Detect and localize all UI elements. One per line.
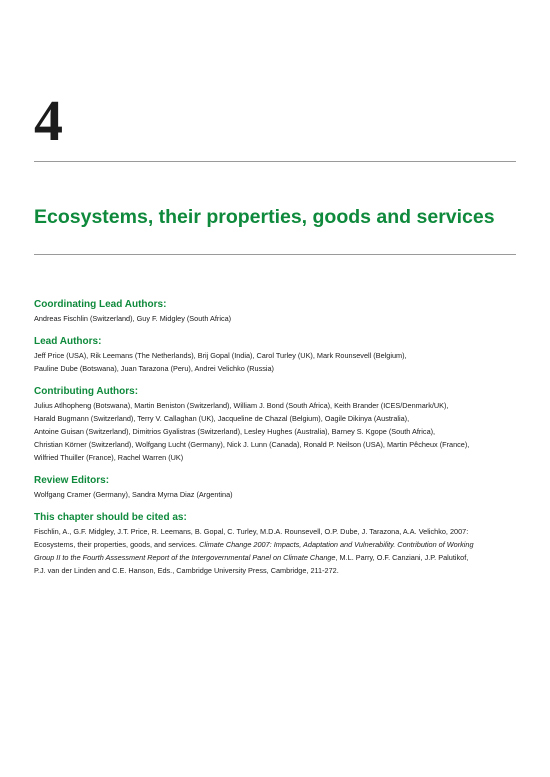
lead-authors-section — [34, 335, 518, 375]
citation-line: Fischlin, A., G.F. Midgley, J.T. Price, R. Leemans, B. Gopal, C. Turley, M.D.A. Rounsevell, O.P. Dube, J. Tarazona, A.A. Velichko, 2007: — [34, 527, 469, 536]
citation-book-title: Climate Change 2007: Impacts, Adaptation and Vulnerability. Contribution of Working — [199, 540, 474, 549]
coordinating-lead-authors-heading: Coordinating Lead Authors: — [34, 299, 167, 310]
author-line: Andreas Fischlin (Switzerland), Guy F. Midgley (South Africa) — [34, 314, 232, 323]
author-line: Harald Bugmann (Switzerland), Terry V. Callaghan (UK), Jacqueline de Chazal (Belgium), Oagile Dikinya (Australia), — [34, 414, 410, 423]
author-line: Julius Atlhopheng (Botswana), Martin Beniston (Switzerland), William J. Bond (South Africa), Keith Brander (ICES/Denmark/UK), — [34, 401, 449, 410]
coordinating-lead-authors-section — [34, 298, 518, 325]
coordinating-lead-authors-list — [34, 312, 518, 325]
author-line: Christian Körner (Switzerland), Wolfgang Lucht (Germany), Nick J. Lunn (Canada), Ronald P. Neilson (USA), Martin Pêcheux (France), — [34, 440, 470, 449]
author-line: Jeff Price (USA), Rik Leemans (The Netherlands), Brij Gopal (India), Carol Turley (UK), Mark Rounsevell (Belgium), — [34, 351, 407, 360]
lead-authors-heading: Lead Authors: — [34, 336, 102, 347]
citation-text — [34, 525, 518, 577]
author-line: Pauline Dube (Botswana), Juan Tarazona (Peru), Andrei Velichko (Russia) — [34, 364, 274, 373]
contributing-authors-section — [34, 385, 518, 464]
citation-line — [34, 551, 518, 564]
citation-line: P.J. van der Linden and C.E. Hanson, Eds., Cambridge University Press, Cambridge, 211-272. — [34, 566, 339, 575]
bottom-rule — [34, 254, 516, 255]
review-editors-heading: Review Editors: — [34, 475, 110, 486]
citation-text-plain: , M.L. Parry, O.F. Canziani, J.P. Palutikof, — [335, 553, 469, 562]
contributing-authors-list — [34, 399, 518, 464]
citation-book-title: Group II to the Fourth Assessment Report of the Intergovernmental Panel on Climate Change — [34, 553, 336, 562]
chapter-number: 4 — [34, 88, 63, 153]
review-editors-section — [34, 474, 518, 501]
contributing-authors-heading: Contributing Authors: — [34, 386, 139, 397]
chapter-title: Ecosystems, their properties, goods and services — [34, 206, 495, 228]
citation-heading: This chapter should be cited as: — [34, 512, 187, 523]
citation-text-plain: Ecosystems, their properties, goods, and services. — [34, 540, 200, 549]
lead-authors-list — [34, 349, 518, 375]
editor-line: Wolfgang Cramer (Germany), Sandra Myrna Diaz (Argentina) — [34, 490, 233, 499]
citation-line — [34, 538, 518, 551]
author-line: Wilfried Thuiller (France), Rachel Warren (UK) — [34, 453, 184, 462]
top-rule — [34, 161, 516, 162]
review-editors-list — [34, 488, 518, 501]
citation-section — [34, 511, 518, 577]
author-line: Antoine Guisan (Switzerland), Dimitrios Gyalistras (Switzerland), Lesley Hughes (Australia), Barney S. Kgope (South Africa), — [34, 427, 436, 436]
front-matter — [34, 298, 518, 587]
